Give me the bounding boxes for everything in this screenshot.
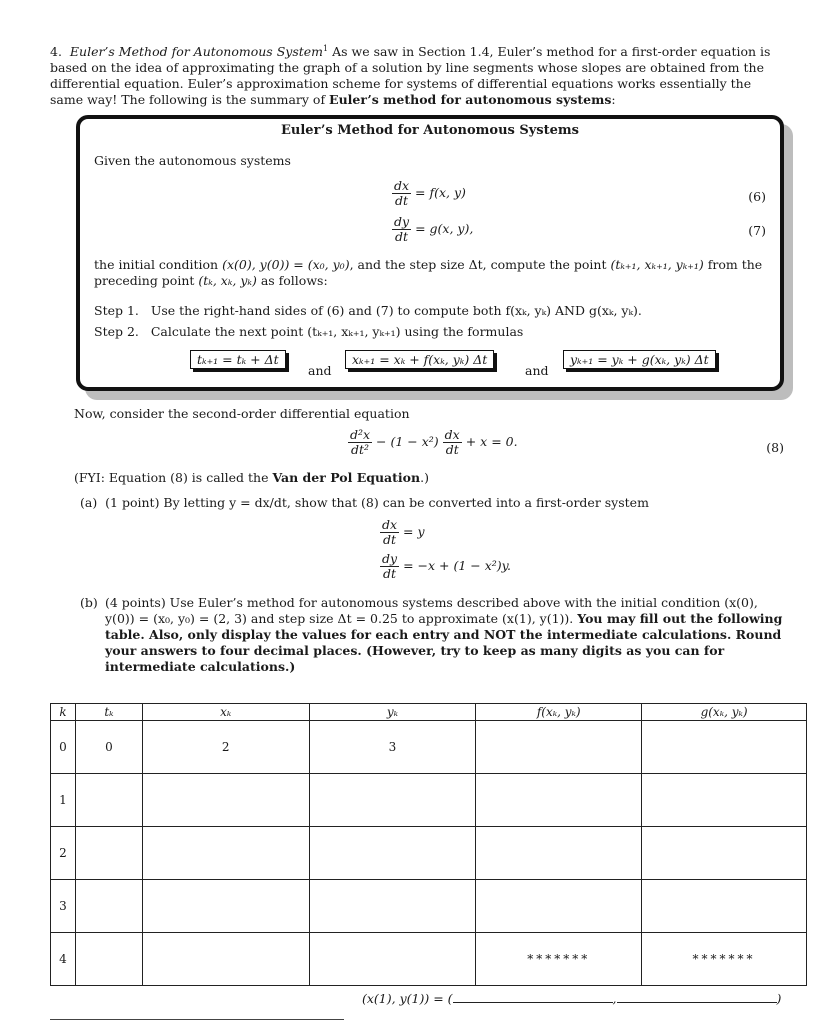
- answer-label: (x(1), y(1)) = (: [362, 991, 453, 1006]
- header-x: xₖ: [142, 704, 309, 721]
- table-row: [51, 827, 807, 880]
- part-b-bold: You may fill out the following table. Also, only display the values for each entry and NOT the intermediate calculations. Round your answers to four decimal places. (However, try to keep as many digits as you can for intermediate calculations.): [105, 611, 783, 674]
- fyi-text-1: (FYI: Equation (8) is called the: [74, 470, 273, 485]
- step-2-label: Step 2.: [94, 324, 139, 339]
- cell-k: 3: [51, 880, 76, 933]
- formula-x: xₖ₊₁ = xₖ + f(xₖ, yₖ) Δt: [345, 350, 494, 369]
- initial-math: (x(0), y(0)) = (x₀, y₀): [222, 257, 350, 272]
- header-k: k: [51, 704, 76, 721]
- cell-t[interactable]: [75, 880, 142, 933]
- equation-6: $\frac{dx}{dt}$ = f(x, y): [394, 178, 466, 208]
- part-b-label: (b): [80, 595, 98, 610]
- euler-table: [50, 703, 807, 986]
- cell-x[interactable]: [142, 827, 309, 880]
- problem-number: 4.: [50, 44, 62, 60]
- part-b-text: (4 points) Use Euler’s method for autonomous systems described above with the initial condition (x(0), y(0)) = (x₀, y₀) = (2, 3) and step size Δt = 0.25 to approximate (x(1), y(1)).: [105, 595, 758, 626]
- problem-intro: [50, 41, 785, 108]
- cell-k: 4: [51, 933, 76, 986]
- header-f: f(xₖ, yₖ): [476, 704, 642, 721]
- part-a-text: (1 point) By letting y = dx/dt, show that (8) can be converted into a first-order system: [105, 495, 649, 510]
- footnote-mark: 1: [323, 44, 329, 53]
- cell-x[interactable]: 2: [142, 721, 309, 774]
- cell-f[interactable]: [476, 774, 642, 827]
- table-row: [51, 721, 807, 774]
- cell-t[interactable]: [75, 933, 142, 986]
- step-1-label: Step 1.: [94, 303, 139, 318]
- cell-t[interactable]: [75, 827, 142, 880]
- initial-text-1: the initial condition: [94, 257, 223, 272]
- point-next: (tₖ₊₁, xₖ₊₁, yₖ₊₁): [610, 257, 704, 272]
- answer-close: ): [776, 991, 782, 1006]
- header-t: tₖ: [75, 704, 142, 721]
- part-a-label: (a): [80, 495, 98, 510]
- step-2: [94, 324, 523, 339]
- cell-k: 0: [51, 721, 76, 774]
- initial-text-3: from the preceding point: [94, 257, 763, 288]
- cell-y[interactable]: [309, 774, 476, 827]
- equation-6-number: (6): [748, 189, 766, 204]
- answer-comma: ,: [612, 991, 617, 1006]
- box-given: Given the autonomous systems: [94, 153, 291, 168]
- cell-f[interactable]: [476, 827, 642, 880]
- equation-7-number: (7): [748, 223, 766, 238]
- cell-k: 1: [51, 774, 76, 827]
- answer-x-field[interactable]: [453, 990, 613, 1003]
- system-eq-2: $\frac{dy}{dt}$ = −x + (1 − x²)y.: [382, 551, 512, 581]
- cell-y[interactable]: [309, 933, 476, 986]
- point-prev: (tₖ, xₖ, yₖ): [198, 273, 257, 288]
- fyi-note: [74, 470, 429, 485]
- initial-text-4: as follows:: [256, 273, 328, 288]
- fyi-bold: Van der Pol Equation: [272, 470, 421, 485]
- step-1: [94, 303, 642, 318]
- vdp-intro: Now, consider the second-order differential equation: [74, 406, 410, 421]
- cell-y[interactable]: [309, 880, 476, 933]
- table-header-row: [51, 704, 807, 721]
- cell-t[interactable]: [75, 774, 142, 827]
- cell-x[interactable]: [142, 880, 309, 933]
- and-2: and: [525, 363, 549, 378]
- footnote-rule: [50, 1019, 344, 1020]
- system-eq-1: $\frac{dx}{dt}$ = y: [382, 517, 425, 547]
- cell-g[interactable]: [642, 827, 807, 880]
- cell-t[interactable]: 0: [75, 721, 142, 774]
- box-heading: Euler’s Method for Autonomous Systems: [281, 123, 579, 138]
- initial-text-2: , and the step size Δt, compute the point: [349, 257, 611, 272]
- euler-summary-box: [76, 115, 784, 391]
- step-1-text: Use the right-hand sides of (6) and (7) to compute both f(xₖ, yₖ) AND g(xₖ, yₖ).: [150, 303, 642, 318]
- problem-title: Euler’s Method for Autonomous System: [69, 44, 324, 60]
- cell-f[interactable]: [476, 880, 642, 933]
- final-answer: [362, 990, 781, 1006]
- cell-g[interactable]: [642, 774, 807, 827]
- cell-f[interactable]: [476, 721, 642, 774]
- cell-x[interactable]: [142, 774, 309, 827]
- cell-k: 2: [51, 827, 76, 880]
- cell-x[interactable]: [142, 933, 309, 986]
- step-2-text: Calculate the next point (tₖ₊₁, xₖ₊₁, yₖ₊₁) using the formulas: [150, 324, 524, 339]
- fyi-text-2: .): [420, 470, 429, 485]
- formula-t: tₖ₊₁ = tₖ + Δt: [190, 350, 286, 369]
- formula-y: yₖ₊₁ = yₖ + g(xₖ, yₖ) Δt: [563, 350, 716, 369]
- cell-y[interactable]: [309, 827, 476, 880]
- problem-intro-text: As we saw in Section 1.4, Euler’s method for a first-order equation is based on the idea of approximating the graph of a solution by line segments whose slopes are obtained from the differential equation. Euler’s approximation scheme for systems of differential equations works essentially the same way! The following is the summary of: [50, 44, 771, 108]
- header-g: g(xₖ, yₖ): [642, 704, 807, 721]
- equation-8: $\frac{\text{d²x}}{\text{dt²}}$ − (1 − x²) $\frac{dx}{dt}$ + x = 0.: [350, 427, 518, 457]
- table-row: [51, 880, 807, 933]
- and-1: and: [308, 363, 332, 378]
- cell-g[interactable]: [642, 721, 807, 774]
- part-b: [105, 595, 785, 675]
- equation-7: $\frac{dy}{dt}$ = g(x, y),: [394, 214, 474, 244]
- equation-8-number: (8): [766, 440, 784, 455]
- box-initial-condition: [94, 257, 770, 289]
- cell-g: *******: [642, 933, 807, 986]
- cell-y[interactable]: 3: [309, 721, 476, 774]
- answer-y-field[interactable]: [617, 990, 777, 1003]
- table-row: [51, 933, 807, 986]
- problem-intro-end: :: [611, 92, 616, 108]
- problem-intro-bold: Euler’s method for autonomous systems: [329, 92, 612, 108]
- cell-f: *******: [476, 933, 642, 986]
- cell-g[interactable]: [642, 880, 807, 933]
- header-y: yₖ: [309, 704, 476, 721]
- table-row: [51, 774, 807, 827]
- part-a: [80, 495, 649, 510]
